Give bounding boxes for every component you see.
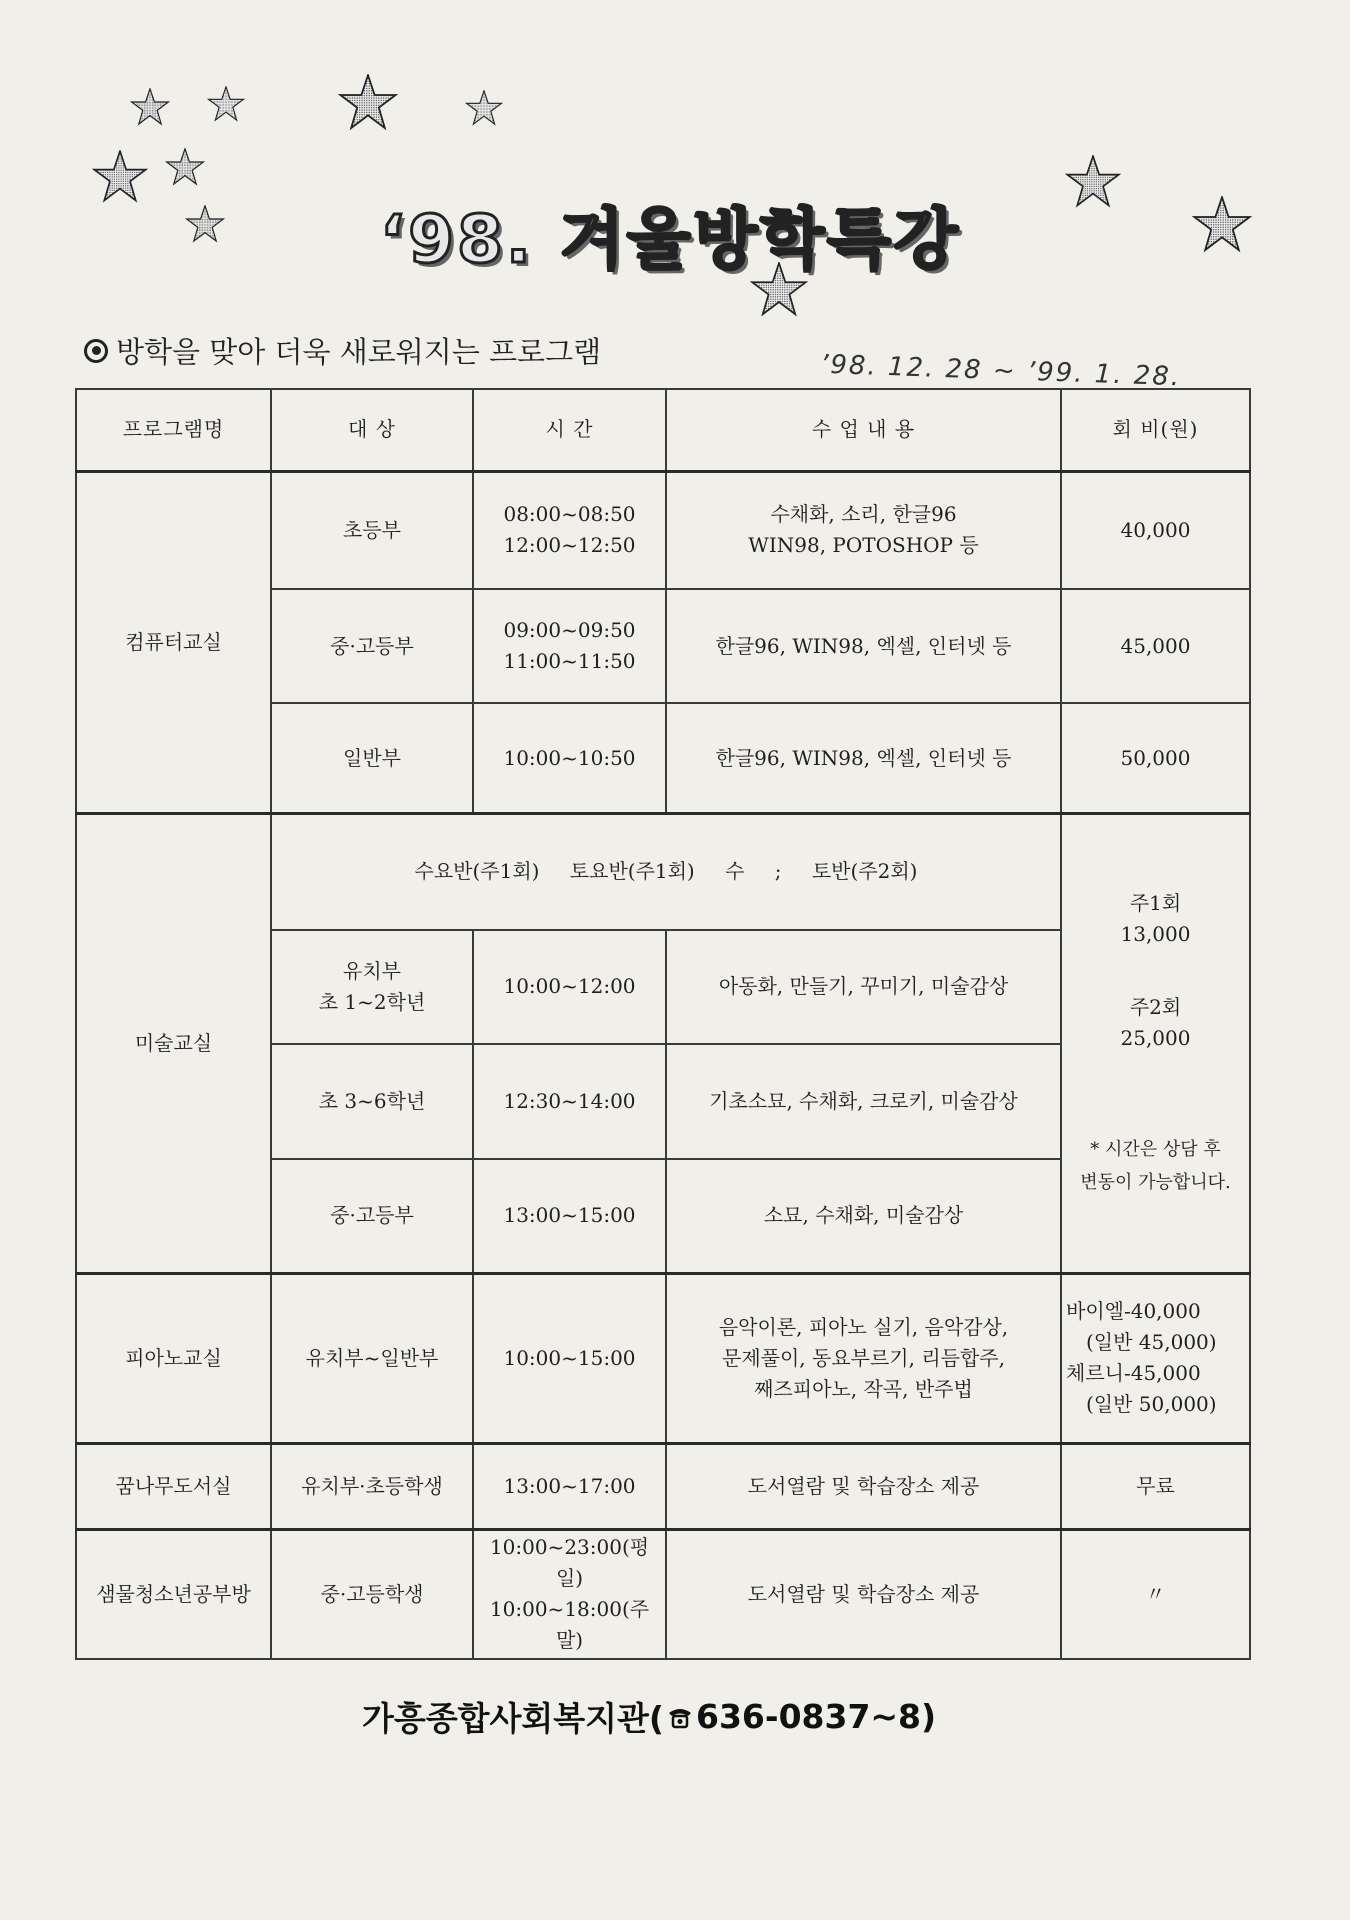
time-cell: 12:30~14:00 [473, 1044, 666, 1159]
header-program: 프로그램명 [76, 389, 271, 471]
fee-note [1066, 1134, 1245, 1199]
time-cell [473, 1529, 666, 1659]
footer-contact [362, 1693, 936, 1740]
content-cell: 소묘, 수채화, 미술감상 [666, 1159, 1061, 1274]
time-line: 11:00~11:50 [503, 649, 636, 674]
bullet-circle-icon [84, 339, 108, 363]
fee-label: 주2회 [1129, 995, 1182, 1020]
fee-cell [1061, 814, 1250, 1273]
target-cell [271, 930, 473, 1045]
time-cell: 13:00~15:00 [473, 1159, 666, 1274]
fee-cell: 40,000 [1061, 471, 1250, 589]
organization-name: 가흥종합사회복지관( [362, 1699, 664, 1738]
header-fee: 회 비(원) [1061, 389, 1250, 471]
content-cell: 기초소묘, 수채화, 크로키, 미술감상 [666, 1044, 1061, 1159]
program-name: 컴퓨터교실 [76, 471, 271, 814]
fee-cell [1061, 1273, 1250, 1444]
star-icon [340, 75, 395, 128]
fee-cell: 45,000 [1061, 589, 1250, 704]
fee-line: (일반 50,000) [1086, 1392, 1217, 1417]
target-cell: 중·고등부 [271, 1159, 473, 1274]
period-handwritten-note: ’98. 12. 28 ~ ’99. 1. 28. [819, 349, 1182, 393]
content-cell: 아동화, 만들기, 꾸미기, 미술감상 [666, 930, 1061, 1045]
art-schedule: 수요반(주1회) 토요반(주1회) 수 ; 토반(주2회) [271, 814, 1061, 930]
program-name: 샘물청소년공부방 [76, 1529, 271, 1659]
target-cell: 초등부 [271, 471, 473, 589]
fee-cell: 50,000 [1061, 703, 1250, 814]
content-cell: 한글96, WIN98, 엑셀, 인터넷 등 [666, 703, 1061, 814]
note-line: * 시간은 상담 후 [1090, 1139, 1221, 1161]
fee-line: 체르니-45,000 [1066, 1361, 1201, 1386]
star-icon [132, 89, 169, 124]
star-icon [187, 206, 224, 241]
content-cell [666, 1273, 1061, 1444]
page-title: ‘98. 겨울방학특강 [380, 201, 961, 278]
content-line: 문제풀이, 동요부르기, 리듬합주, [722, 1345, 1005, 1370]
target-cell: 중·고등학생 [271, 1529, 473, 1659]
time-line: 09:00~09:50 [503, 618, 636, 643]
table-row [76, 471, 1250, 589]
time-cell: 10:00~10:50 [473, 703, 666, 814]
star-icon [209, 87, 244, 120]
program-name: 꿈나무도서실 [76, 1444, 271, 1529]
time-line: 10:00~18:00(주말) [489, 1597, 650, 1653]
content-cell: 한글96, WIN98, 엑셀, 인터넷 등 [666, 589, 1061, 704]
subtitle [84, 330, 601, 371]
table-row [76, 814, 1250, 930]
table-header-row [76, 389, 1250, 471]
content-cell [666, 471, 1061, 589]
target-cell: 초 3~6학년 [271, 1044, 473, 1159]
table-row [76, 1529, 1250, 1659]
time-cell: 13:00~17:00 [473, 1444, 666, 1529]
fee-line: 바이엘-40,000 [1066, 1299, 1201, 1324]
fee-value: 25,000 [1120, 1026, 1191, 1051]
note-line: 변동이 가능합니다. [1080, 1171, 1231, 1193]
time-line: 12:00~12:50 [503, 533, 636, 558]
time-line: 10:00~23:00(평일) [489, 1535, 650, 1591]
star-icon [467, 91, 502, 124]
program-name: 피아노교실 [76, 1273, 271, 1444]
subtitle-text: 방학을 맞아 더욱 새로워지는 프로그램 [116, 335, 602, 369]
fee-value: 13,000 [1120, 922, 1191, 947]
content-cell: 도서열람 및 학습장소 제공 [666, 1444, 1061, 1529]
content-line: 음악이론, 피아노 실기, 음악감상, [718, 1314, 1009, 1339]
star-icon [1194, 197, 1249, 250]
program-name: 미술교실 [76, 814, 271, 1273]
target-line: 초 1~2학년 [318, 989, 426, 1014]
time-cell [473, 589, 666, 704]
table-row [76, 1273, 1250, 1444]
content-line: WIN98, POTOSHOP 등 [748, 533, 979, 558]
target-cell: 유치부~일반부 [271, 1273, 473, 1444]
time-line: 08:00~08:50 [503, 502, 636, 527]
telephone-icon [666, 1703, 694, 1731]
header-target: 대 상 [271, 389, 473, 471]
star-icon [167, 149, 204, 184]
time-cell: 10:00~12:00 [473, 930, 666, 1045]
target-line: 유치부 [343, 958, 401, 983]
target-cell: 유치부·초등학생 [271, 1444, 473, 1529]
content-line: 째즈피아노, 작곡, 반주법 [754, 1376, 973, 1401]
header-content: 수 업 내 용 [666, 389, 1061, 471]
fee-line: (일반 45,000) [1086, 1330, 1217, 1355]
table-row [76, 1444, 1250, 1529]
content-line: 수채화, 소리, 한글96 [770, 502, 957, 527]
time-cell [473, 471, 666, 589]
target-cell: 중·고등부 [271, 589, 473, 704]
star-icon [1067, 156, 1119, 205]
time-cell: 10:00~15:00 [473, 1273, 666, 1444]
phone-number: 636-0837~8) [695, 1697, 937, 1736]
content-cell: 도서열람 및 학습장소 제공 [666, 1529, 1061, 1659]
fee-label: 주1회 [1129, 891, 1182, 916]
fee-cell: 무료 [1061, 1444, 1250, 1529]
fee-cell: 〃 [1061, 1529, 1250, 1659]
program-table [75, 388, 1251, 1660]
star-icon [94, 151, 146, 200]
header-time: 시 간 [473, 389, 666, 471]
target-cell: 일반부 [271, 703, 473, 814]
